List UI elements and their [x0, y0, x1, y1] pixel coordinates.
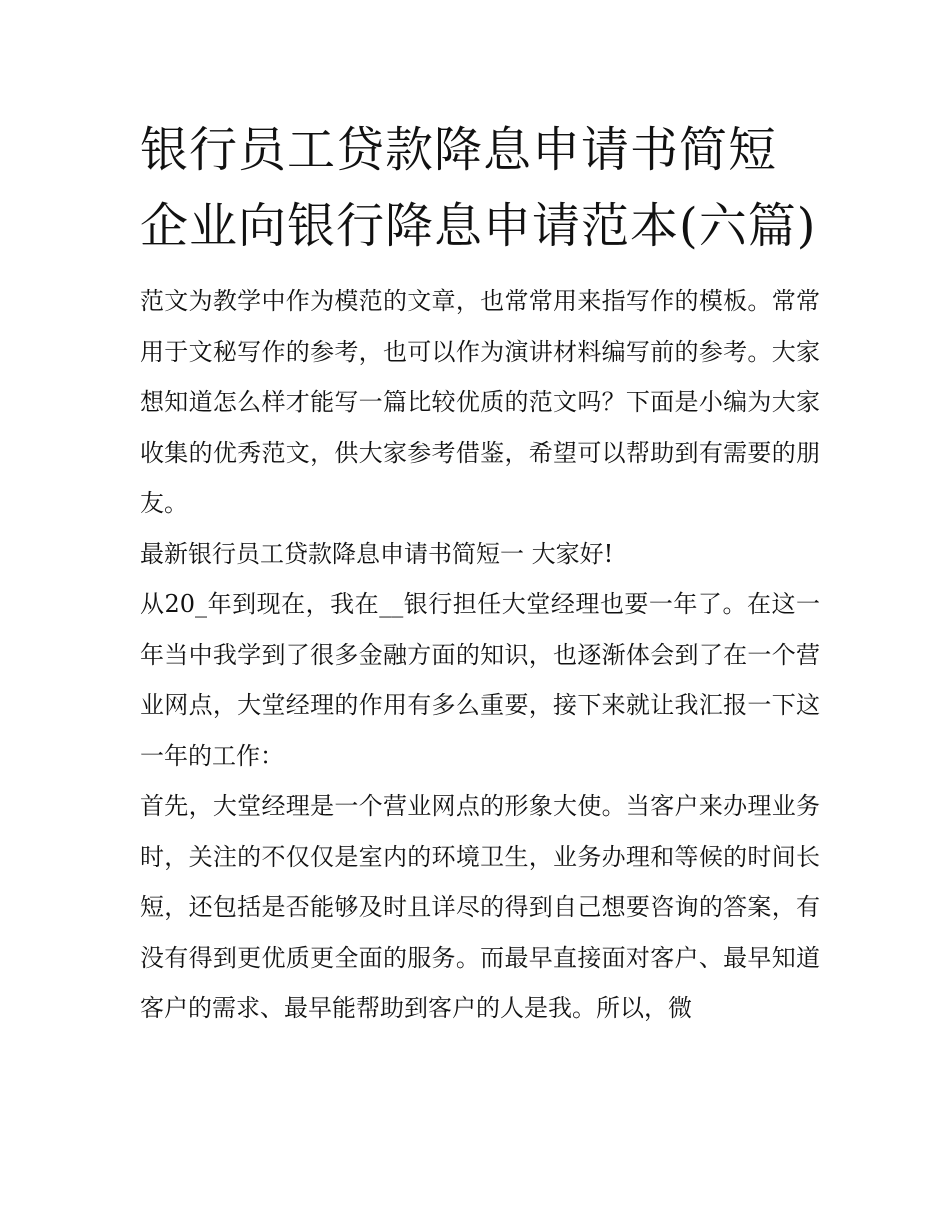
paragraph-section-heading: 最新银行员工贷款降息申请书简短一 大家好!: [140, 539, 614, 568]
paragraph-first-point: 首先，大堂经理是一个营业网点的形象大使。当客户来办理业务时，关注的不仅仅是室内的环境卫生，业务办理和等候的时间长短，还包括是否能够及时且详尽的得到自己想要咨询的答案，有没有得到更优质更全面的服务。而最早直接面对客户、最早知道客户的需求、最早能帮助到客户的人是我。所以，微: [140, 792, 820, 1022]
paragraph-work-overview: 从20_年到现在，我在__银行担任大堂经理也要一年了。在这一年当中我学到了很多金融方面的知识，也逐渐体会到了在一个营业网点，大堂经理的作用有多么重要，接下来就让我汇报一下这一年的工作：: [140, 590, 820, 770]
document-title: 银行员工贷款降息申请书简短企业向银行降息申请范本(六篇): [140, 122, 817, 254]
document-body: [140, 112, 820, 1034]
paragraph-intro: 范文为教学中作为模范的文章，也常常用来指写作的模板。常常用于文秘写作的参考，也可以作为演讲材料编写前的参考。大家想知道怎么样才能写一篇比较优质的范文吗？下面是小编为大家收集的优秀范文，供大家参考借鉴，希望可以帮助到有需要的朋友。: [140, 287, 820, 517]
